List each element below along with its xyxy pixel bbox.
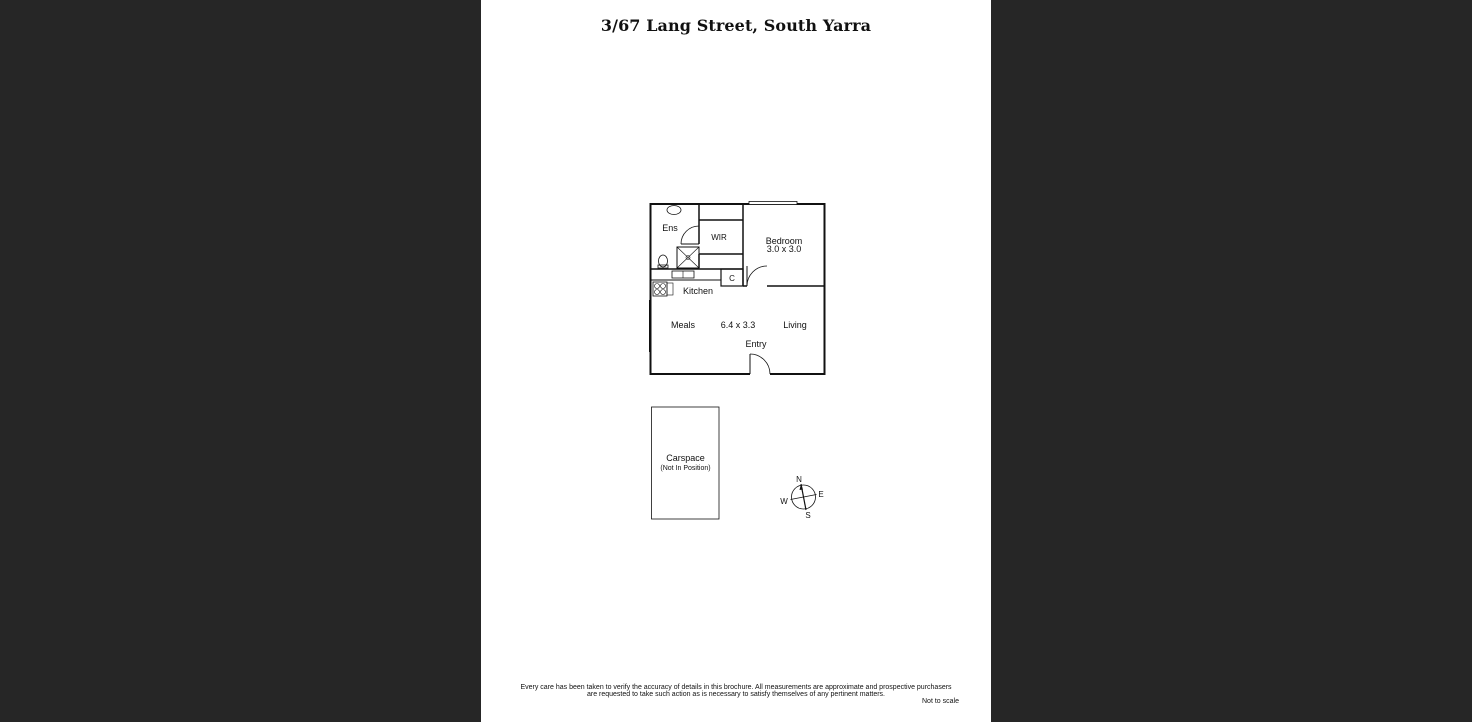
bedroom-window xyxy=(749,202,797,205)
bedroom-label: Bedroom xyxy=(765,236,803,246)
compass-north: N xyxy=(796,475,802,484)
disclaimer xyxy=(481,684,991,698)
carspace-note: (Not In Position) xyxy=(660,465,711,472)
carspace-label: Carspace xyxy=(666,453,705,463)
living-label: Living xyxy=(783,320,807,330)
not-to-scale-note: Not to scale xyxy=(922,698,959,705)
cupboard-label: C xyxy=(729,274,735,283)
ensuite-label: Ens xyxy=(662,223,678,233)
entry-label: Entry xyxy=(745,339,767,349)
floorplan-sheet xyxy=(481,0,991,722)
compass-south: S xyxy=(805,511,811,520)
meals-label: Meals xyxy=(670,320,696,330)
property-address-title: 3/67 Lang Street, South Yarra xyxy=(600,16,872,35)
disclaimer-line-1: Every care has been taken to verify the accuracy of details in this brochure. All measurements are approximate and prospective purchasers xyxy=(520,684,952,691)
toilet xyxy=(667,206,681,215)
floor-plan-drawing xyxy=(481,0,991,722)
living-size: 6.4 x 3.3 xyxy=(720,320,756,330)
bedroom-door-arc xyxy=(747,266,767,286)
disclaimer-line-2: are requested to take such action as is necessary to satisfy themselves of any pertinent matters. xyxy=(586,691,886,698)
wir-label: WIR xyxy=(711,233,727,242)
bedroom-size: 3.0 x 3.0 xyxy=(766,244,802,254)
kitchen-label: Kitchen xyxy=(682,286,714,296)
ensuite-door-arc xyxy=(681,226,699,244)
compass-east: E xyxy=(818,490,824,499)
compass-west: W xyxy=(780,497,788,506)
carspace xyxy=(652,407,720,519)
compass-icon xyxy=(791,484,817,510)
